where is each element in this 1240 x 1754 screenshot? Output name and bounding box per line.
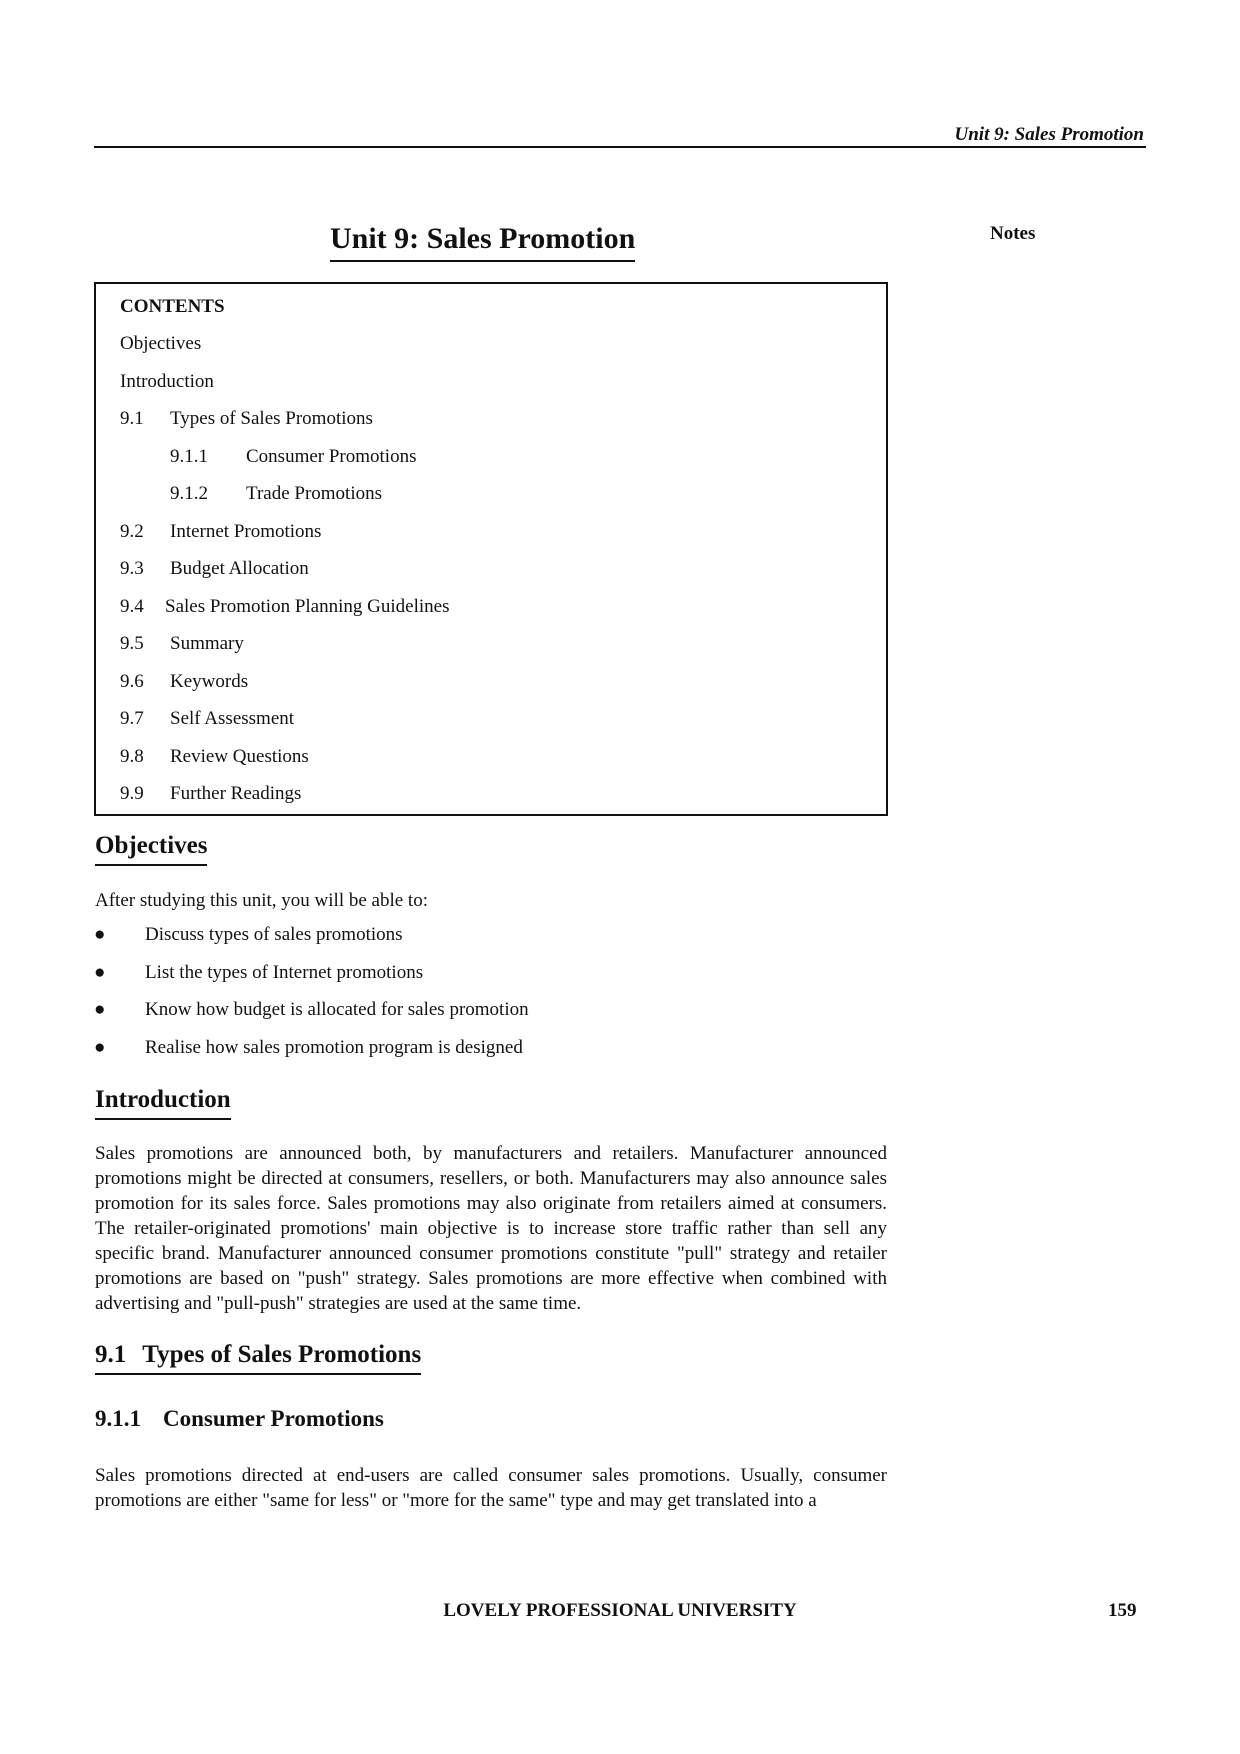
toc-entry-text: Objectives [120,333,202,354]
toc-entry-number: 9.5 [120,633,144,654]
toc-entry-number: 9.9 [120,783,144,804]
section-number: 9.1 [95,1341,127,1368]
bullet-icon: ● [94,962,106,983]
toc-entry-text: Internet Promotions [170,521,322,542]
toc-entry-text: Types of Sales Promotions [170,408,373,429]
bullet-icon: ● [94,924,106,945]
subsection-title: Consumer Promotions [163,1406,384,1431]
toc-entry-number: 9.1.2 [170,483,208,504]
introduction-heading: Introduction [95,1085,231,1120]
subsection-9-1-1-heading [95,1406,384,1432]
page-number: 159 [1108,1600,1137,1621]
toc-entry-text: Consumer Promotions [246,446,417,467]
running-header: Unit 9: Sales Promotion [954,124,1144,145]
toc-entry-text: Sales Promotion Planning Guidelines [165,596,450,617]
toc-entry-text: Keywords [170,671,249,692]
toc-entry-text: Self Assessment [170,708,295,729]
objective-text: Know how budget is allocated for sales promotion [145,999,529,1020]
objective-text: Discuss types of sales promotions [145,924,403,945]
section-title: Types of Sales Promotions [142,1341,422,1368]
toc-entry-text: Summary [170,633,244,654]
objective-text: List the types of Internet promotions [145,962,424,983]
footer-university: LOVELY PROFESSIONAL UNIVERSITY [443,1600,797,1621]
toc-entry-number: 9.8 [120,746,144,767]
toc-entry-text: Budget Allocation [170,558,309,579]
toc-entry-number: 9.3 [120,558,144,579]
toc-entry-number: 9.7 [120,708,144,729]
toc-entry-number: 9.1 [120,408,144,429]
notes-label: Notes [990,223,1036,244]
objectives-heading: Objectives [95,831,207,866]
header-rule [94,146,1146,148]
introduction-paragraph: Sales promotions are announced both, by manufacturers and retailers. Manufacturer announced promotions might be directed at consumers, resellers, or both. Manufacturers may also announce sales promotion for its sales force. Sales promotions may also originate from retailers aimed at consumers. The retailer-originated promotions' main objective is to increase store traffic rather than sell any specific brand. Manufacturer announced consumer promotions constitute "pull" strategy and retailer promotions are based on "push" strategy. Sales promotions are more effective when combined with advertising and "pull-push" strategies are used at the same time. [95,1143,887,1314]
toc-entry-text: Review Questions [170,746,309,767]
page-title: Unit 9: Sales Promotion [330,220,635,262]
toc-entry-number: 9.1.1 [170,446,208,467]
toc-entry-number: 9.2 [120,521,144,542]
toc-entry-text: Trade Promotions [246,483,383,504]
objectives-intro: After studying this unit, you will be able to: [95,890,428,911]
toc-entry-text: Introduction [120,371,214,392]
toc-entry-number: 9.4 [120,596,144,617]
bullet-icon: ● [94,999,106,1020]
subsection-number: 9.1.1 [95,1406,141,1431]
toc-entry-number: 9.6 [120,671,144,692]
contents-box [94,282,888,816]
objective-text: Realise how sales promotion program is designed [145,1037,523,1058]
toc-entry-text: Further Readings [170,783,302,804]
consumer-promotions-paragraph: Sales promotions directed at end-users are called consumer sales promotions. Usually, consumer promotions are either "same for less" or "more for the same" type and may get translated into a [95,1465,887,1511]
section-9-1-heading [95,1340,421,1375]
contents-heading: CONTENTS [120,296,225,317]
bullet-icon: ● [94,1037,106,1058]
